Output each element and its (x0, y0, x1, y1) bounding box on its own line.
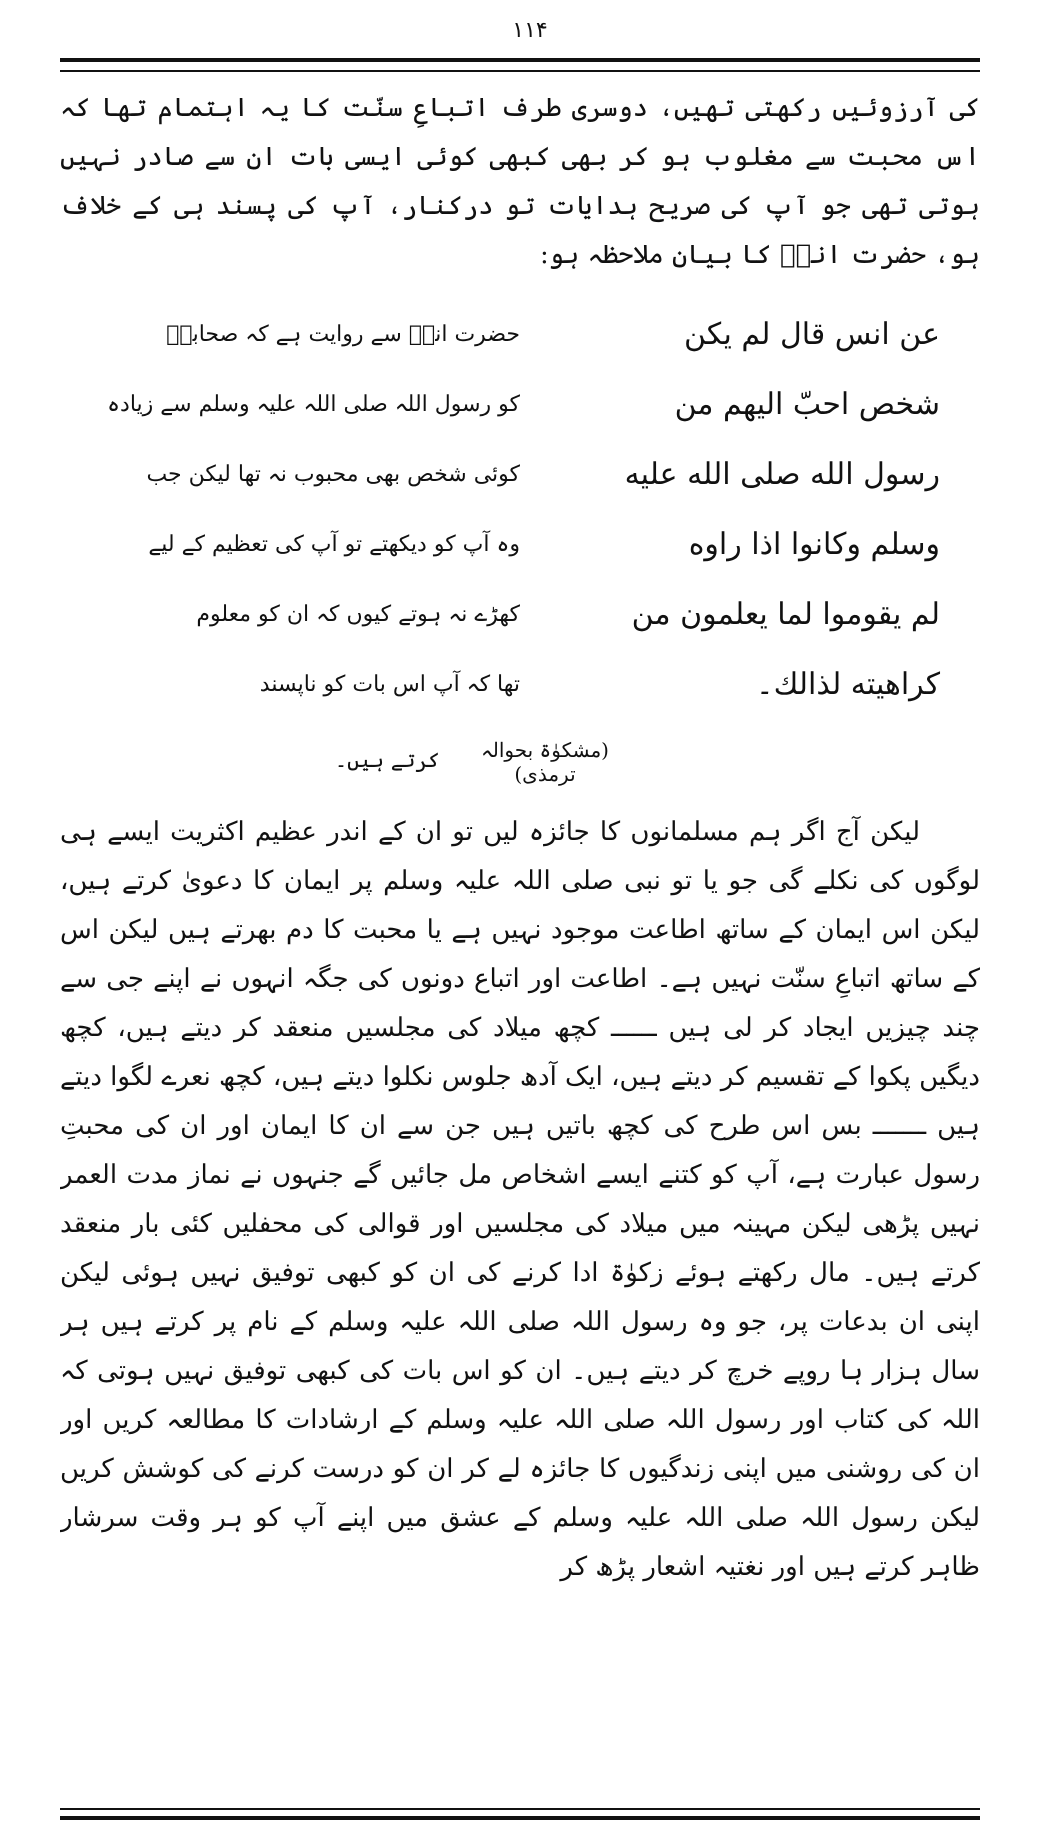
header-rule-thick (60, 58, 980, 62)
hadith-row (60, 510, 980, 580)
hadith-urdu-line: کھڑے نہ ہوتے کیوں کہ ان کو معلوم (196, 602, 520, 627)
hadith-urdu-line: وہ آپ کو دیکھتے تو آپ کی تعظیم کے لیے (148, 532, 520, 557)
hadith-citation: (مشکوٰۃ بحوالہ ترمذی) (481, 738, 609, 786)
hadith-row (60, 650, 980, 720)
hadith-row (60, 580, 980, 650)
intro-paragraph-text: کی آرزوئیں رکھتی تھیں، دوسری طرف اتباعِ سنّت کا یہ اہتمام تھا کہ اس محبت سے مغلوب ہو کر بھی کبھی کوئی ایسی بات ان سے صادر نہیں ہوتی تھی جو آپ کی صریح ہدایات تو درکنار، آپ کی پسند ہی کے خلاف ہو، حضرت انسؓ کا بیان ملاحظہ ہو: (60, 93, 980, 270)
hadith-urdu-line: تھا کہ آپ اس بات کو ناپسند (259, 672, 520, 697)
hadith-arabic-line: لم یقوموا لما یعلمون من (631, 597, 940, 632)
hadith-arabic-line: عن انس قال لم یکن (684, 317, 940, 352)
footer-rule-thick (60, 1816, 980, 1820)
hadith-arabic-line: وسلم وکانوا اذا راوه (688, 527, 940, 562)
hadith-row (60, 440, 980, 510)
hadith-urdu-line: کوئی شخص بھی محبوب نہ تھا لیکن جب (146, 462, 520, 487)
hadith-urdu-line: حضرت انسؓ سے روایت ہے کہ صحابہؓ (166, 322, 520, 347)
hadith-urdu-line: کو رسول اللہ صلی اللہ علیہ وسلم سے زیادہ (107, 392, 520, 417)
intro-paragraph (60, 84, 980, 284)
hadith-urdu-last-line: کرتے ہیں۔ (334, 748, 440, 772)
header-rule-thin (60, 70, 980, 72)
hadith-arabic-line: کراهیته لذالك۔ (756, 667, 940, 702)
footer-rule-thin (60, 1808, 980, 1810)
hadith-row (60, 300, 980, 370)
hadith-arabic-line: شخص احبّ الیهم من (674, 387, 940, 422)
page-number: ۱۱۴ (512, 18, 548, 43)
main-paragraph (60, 808, 980, 1798)
hadith-arabic-line: رسول الله صلی الله علیه (624, 457, 940, 492)
hadith-block (60, 300, 980, 730)
main-paragraph-text: لیکن آج اگر ہم مسلمانوں کا جائزہ لیں تو ان کے اندر عظیم اکثریت ایسے ہی لوگوں کی نکلے گی جو یا تو نبی صلی اللہ علیہ وسلم پر ایمان کا دعویٰ کرتے ہیں، لیکن اس ایمان کے ساتھ اطاعت موجود نہیں ہے یا محبت کا دم بھرتے ہیں لیکن اس کے ساتھ اتباعِ سنّت نہیں ہے۔ اطاعت اور اتباع دونوں کی جگہ انہوں نے اپنے جی سے چند چیزیں ایجاد کر لی ہیں ــــــ کچھ میلاد کی مجلسیں منعقد کر دیتے ہیں، کچھ دیگیں پکوا کے تقسیم کر دیتے ہیں، ایک آدھ جلوس نکلوا دیتے ہیں، کچھ نعرے لگوا دیتے ہیں ـــــــ بس اس طرح کی کچھ باتیں ہیں جن سے ان کا ایمان اور ان کی محبتِ رسول عبارت ہے، آپ کو کتنے ایسے اشخاص مل جائیں گے جنہوں نے نماز مدت العمر نہیں پڑھی لیکن مہینہ میں میلاد کی مجلسیں اور قوالی کی محفلیں کئی بار منعقد کرتے ہیں۔ مال رکھتے ہوئے زکوٰۃ ادا کرنے کی ان کو کبھی توفیق نہیں ہوئی لیکن اپنی ان بدعات پر، جو وہ رسول اللہ صلی اللہ علیہ وسلم کے نام پر کرتے ہیں ہر سال ہزار ہا روپے خرچ کر دیتے ہیں۔ ان کو اس بات کی کبھی توفیق نہیں ہوتی کہ اللہ کی کتاب اور رسول اللہ صلی اللہ علیہ وسلم کے ارشادات کا مطالعہ کریں اور ان کی روشنی میں اپنی زندگیوں کا جائزہ لے کر ان کو درست کرنے کی کوشش کریں لیکن رسول اللہ صلی اللہ علیہ وسلم کے عشق میں اپنے آپ کو ہر وقت سرشار ظاہر کرتے ہیں اور نغتیہ اشعار پڑھ کر (60, 817, 980, 1582)
hadith-row (60, 370, 980, 440)
